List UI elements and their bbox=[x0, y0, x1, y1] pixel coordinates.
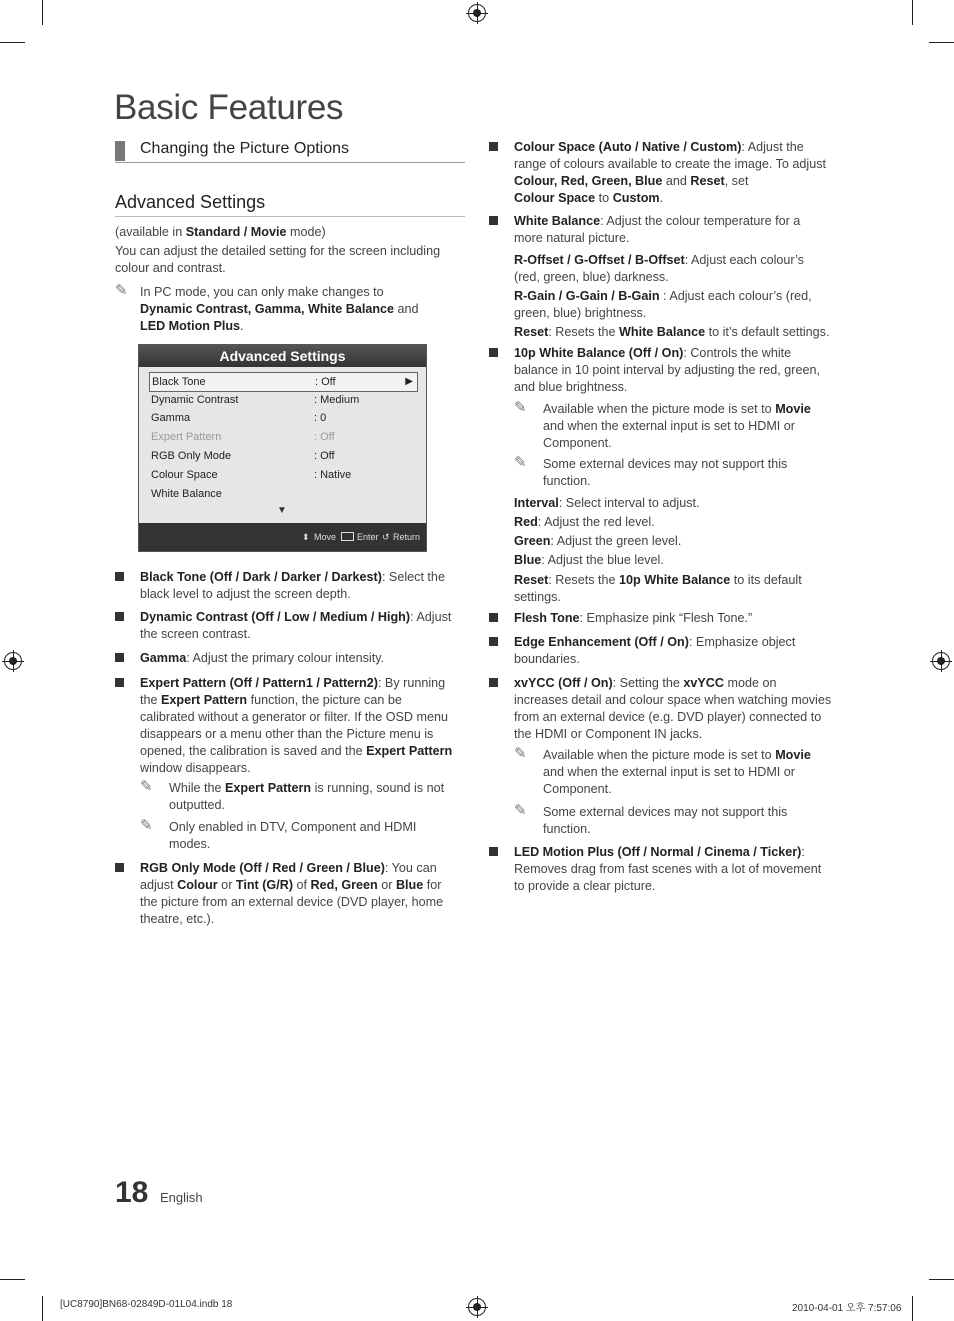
bullet-icon bbox=[489, 216, 498, 225]
bullet-icon bbox=[115, 678, 124, 687]
note-xvycc-availability: Available when the picture mode is set to Movie and when the external input is set to HDMI or Component. bbox=[543, 748, 811, 796]
crop-mark bbox=[912, 1296, 913, 1321]
note-icon: ✎ bbox=[140, 778, 153, 795]
note-icon: ✎ bbox=[514, 399, 527, 416]
intro-description: You can adjust the detailed setting for the screen including colour and contrast. bbox=[115, 244, 441, 275]
note-10p-availability: Available when the picture mode is set to Movie and when the external input is set to HDMI or Component. bbox=[543, 402, 811, 450]
registration-mark-icon bbox=[468, 4, 486, 22]
language-label: English bbox=[160, 1190, 203, 1205]
bullet-icon bbox=[115, 863, 124, 872]
enter-icon bbox=[341, 532, 354, 541]
footer-file: [UC8790]BN68-02849D-01L04.indb 18 bbox=[60, 1299, 233, 1310]
registration-mark-icon bbox=[932, 652, 950, 670]
bullet-icon bbox=[115, 653, 124, 662]
item-colour-space: Colour Space (Auto / Native / Custom): Adjust the range of colours available to create the image. To adjust Colour, Red, Green, Blue and Reset, set Colour Space to Custom. bbox=[514, 140, 827, 205]
note-icon: ✎ bbox=[514, 745, 527, 762]
footer-timestamp: 2010-04-01 오후 7:57:06 bbox=[792, 1303, 902, 1314]
registration-mark-icon bbox=[468, 1298, 486, 1316]
note-10p-support: Some external devices may not support this function. bbox=[543, 457, 788, 488]
item-blue: Blue: Adjust the blue level. bbox=[514, 553, 664, 567]
item-green: Green: Adjust the green level. bbox=[514, 534, 682, 548]
bullet-icon bbox=[489, 678, 498, 687]
enter-label: Enter bbox=[357, 532, 379, 542]
page-title: Basic Features bbox=[114, 88, 344, 127]
advanced-settings-menu bbox=[138, 344, 427, 552]
arrow-down-icon: ▼ bbox=[277, 505, 287, 516]
menu-item-white-balance[interactable]: White Balance bbox=[151, 488, 222, 500]
menu-item-dynamic-contrast[interactable]: Dynamic Contrast : Medium bbox=[151, 394, 360, 406]
item-dynamic-contrast: Dynamic Contrast (Off / Low / Medium / High): Adjust the screen contrast. bbox=[140, 610, 452, 641]
item-10p-reset: Reset: Resets the 10p White Balance to its default settings. bbox=[514, 573, 802, 604]
bullet-icon bbox=[489, 637, 498, 646]
menu-item-black-tone[interactable]: Black Tone : Off ▶ bbox=[149, 372, 418, 392]
section-bar bbox=[115, 141, 125, 161]
note-icon: ✎ bbox=[514, 454, 527, 471]
section-header bbox=[115, 138, 465, 163]
menu-item-expert-pattern: Expert Pattern : Off bbox=[151, 431, 335, 443]
crop-mark bbox=[929, 1279, 954, 1280]
item-interval: Interval: Select interval to adjust. bbox=[514, 496, 700, 510]
intro-availability: (available in Standard / Movie mode) bbox=[115, 225, 326, 239]
item-black-tone: Black Tone (Off / Dark / Darker / Darkest): Select the black level to adjust the screen depth. bbox=[140, 570, 445, 601]
menu-footer bbox=[139, 523, 426, 551]
intro-note: In PC mode, you can only make changes to Dynamic Contrast, Gamma, White Balance and LED Motion Plus. bbox=[140, 285, 419, 333]
bullet-icon bbox=[115, 612, 124, 621]
arrow-right-icon: ▶ bbox=[405, 376, 413, 387]
item-xvycc: xvYCC (Off / On): Setting the xvYCC mode on increases detail and colour space when watching movies from an external device (e.g. DVD player) connected to the HDMI or Component IN jacks. bbox=[514, 676, 832, 741]
registration-mark-icon bbox=[4, 652, 22, 670]
item-red: Red: Adjust the red level. bbox=[514, 515, 655, 529]
crop-mark bbox=[929, 42, 954, 43]
note-icon: ✎ bbox=[514, 802, 527, 819]
item-gamma: Gamma: Adjust the primary colour intensity. bbox=[140, 651, 385, 665]
note-icon: ✎ bbox=[140, 817, 153, 834]
item-expert-pattern: Expert Pattern (Off / Pattern1 / Pattern2): By running the Expert Pattern function, the picture can be calibrated without a generator or filter. If the OSD menu disappears or a menu other than the Picture menu is opened, the calibration is saved and the Expert Pattern window disappears. bbox=[140, 676, 453, 775]
note-expert-pattern-modes: Only enabled in DTV, Component and HDMI modes. bbox=[169, 820, 417, 851]
note-icon: ✎ bbox=[115, 282, 128, 299]
page-number: 18 bbox=[115, 1176, 149, 1209]
item-10p-white-balance: 10p White Balance (Off / On): Controls the white balance in 10 point interval by adjusting the red, green, and blue brightness. bbox=[514, 346, 820, 394]
item-wb-reset: Reset: Resets the White Balance to it’s default settings. bbox=[514, 325, 830, 339]
item-led-motion-plus: LED Motion Plus (Off / Normal / Cinema / Ticker): Removes drag from fast scenes with a lot of movement to provide a clear picture. bbox=[514, 845, 822, 893]
crop-mark bbox=[0, 1279, 25, 1280]
move-icon: ⬍ bbox=[302, 532, 310, 542]
item-flesh-tone: Flesh Tone: Emphasize pink “Flesh Tone.” bbox=[514, 611, 753, 625]
menu-item-rgb-only-mode[interactable]: RGB Only Mode : Off bbox=[151, 450, 335, 462]
crop-mark bbox=[0, 42, 25, 43]
item-edge-enhancement: Edge Enhancement (Off / On): Emphasize object boundaries. bbox=[514, 635, 796, 666]
menu-item-gamma[interactable]: Gamma : 0 bbox=[151, 412, 327, 424]
menu-title: Advanced Settings bbox=[139, 345, 426, 367]
bullet-icon bbox=[489, 142, 498, 151]
return-label: Return bbox=[393, 532, 421, 542]
bullet-icon bbox=[489, 613, 498, 622]
note-xvycc-support: Some external devices may not support this function. bbox=[543, 805, 788, 836]
item-white-balance: White Balance: Adjust the colour temperature for a more natural picture. bbox=[514, 214, 801, 245]
subsection-title: Advanced Settings bbox=[115, 192, 465, 217]
item-rgb-only-mode: RGB Only Mode (Off / Red / Green / Blue): You can adjust Colour or Tint (G/R) of Red, Green or Blue for the picture from an external device (DVD player, home theatre, etc.). bbox=[140, 861, 444, 926]
bullet-icon bbox=[489, 348, 498, 357]
bullet-icon bbox=[489, 847, 498, 856]
move-label: Move bbox=[314, 532, 337, 542]
item-offset: R-Offset / G-Offset / B-Offset: Adjust each colour’s (red, green, blue) darkness. bbox=[514, 253, 804, 284]
return-icon: ↺ bbox=[382, 532, 390, 542]
crop-mark bbox=[912, 0, 913, 25]
menu-item-colour-space[interactable]: Colour Space : Native bbox=[151, 469, 352, 481]
bullet-icon bbox=[115, 572, 124, 581]
note-expert-pattern-sound: While the Expert Pattern is running, sound is not outputted. bbox=[169, 781, 445, 812]
section-title: Changing the Picture Options bbox=[140, 140, 350, 157]
crop-mark bbox=[42, 0, 43, 25]
crop-mark bbox=[42, 1296, 43, 1321]
item-gain: R-Gain / G-Gain / B-Gain : Adjust each colour’s (red, green, blue) brightness. bbox=[514, 289, 812, 320]
